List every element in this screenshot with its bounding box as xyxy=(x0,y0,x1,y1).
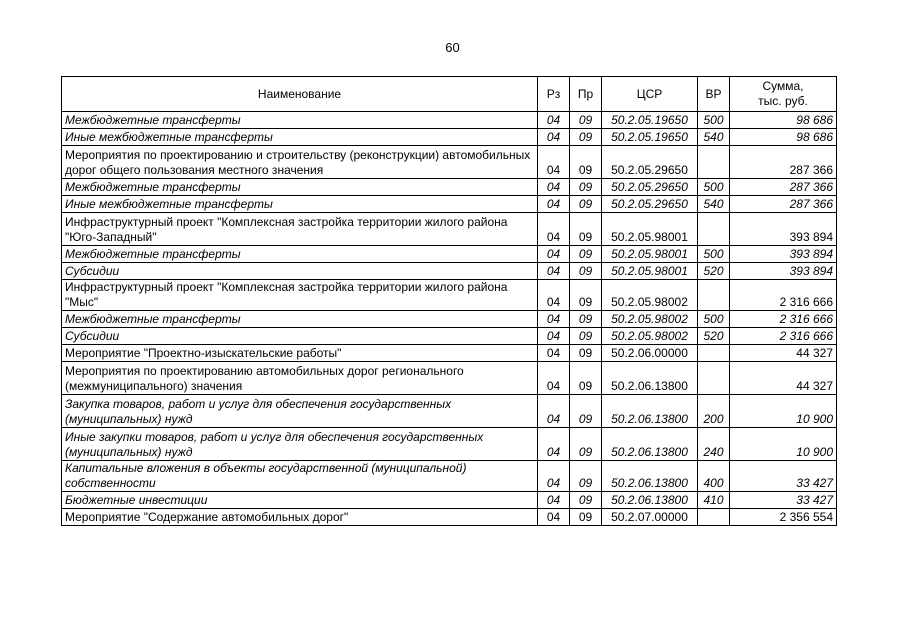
cell-name: Субсидии xyxy=(62,263,538,280)
cell-sum: 10 900 xyxy=(730,395,837,428)
cell-name: Иные закупки товаров, работ и услуг для обеспечения государственных (муниципальных) нужд xyxy=(62,428,538,461)
cell-sum: 33 427 xyxy=(730,461,837,492)
cell-pr: 09 xyxy=(570,428,602,461)
table-row xyxy=(62,179,837,196)
cell-vr: 500 xyxy=(698,311,730,328)
table-row xyxy=(62,328,837,345)
cell-name: Мероприятие "Проектно-изыскательские работы" xyxy=(62,345,538,362)
cell-sum: 33 427 xyxy=(730,492,837,509)
cell-pr: 09 xyxy=(570,129,602,146)
cell-vr xyxy=(698,280,730,311)
cell-name: Мероприятия по проектированию и строительству (реконструкции) автомобильных дорог общего пользования местного значения xyxy=(62,146,538,179)
table-header-row xyxy=(62,77,837,112)
table-row xyxy=(62,213,837,246)
cell-csr: 50.2.05.98001 xyxy=(602,246,698,263)
cell-pr: 09 xyxy=(570,461,602,492)
cell-csr: 50.2.05.98002 xyxy=(602,328,698,345)
cell-pr: 09 xyxy=(570,179,602,196)
cell-csr: 50.2.05.29650 xyxy=(602,179,698,196)
cell-rz: 04 xyxy=(538,492,570,509)
cell-sum: 2 356 554 xyxy=(730,509,837,526)
cell-pr: 09 xyxy=(570,328,602,345)
table-row xyxy=(62,345,837,362)
cell-rz: 04 xyxy=(538,311,570,328)
cell-csr: 50.2.05.29650 xyxy=(602,196,698,213)
cell-sum: 393 894 xyxy=(730,246,837,263)
cell-csr: 50.2.05.19650 xyxy=(602,129,698,146)
cell-csr: 50.2.05.29650 xyxy=(602,146,698,179)
cell-sum: 2 316 666 xyxy=(730,280,837,311)
cell-name: Инфраструктурный проект "Комплексная застройка территории жилого района "Мыс" xyxy=(62,280,538,311)
cell-rz: 04 xyxy=(538,129,570,146)
cell-vr: 540 xyxy=(698,196,730,213)
cell-name: Бюджетные инвестиции xyxy=(62,492,538,509)
cell-name: Межбюджетные трансферты xyxy=(62,179,538,196)
cell-vr: 520 xyxy=(698,263,730,280)
cell-csr: 50.2.06.13800 xyxy=(602,461,698,492)
cell-name: Межбюджетные трансферты xyxy=(62,311,538,328)
cell-sum: 10 900 xyxy=(730,428,837,461)
header-sum xyxy=(730,77,837,112)
table-row xyxy=(62,362,837,395)
cell-pr: 09 xyxy=(570,280,602,311)
cell-vr xyxy=(698,362,730,395)
budget-table xyxy=(61,76,837,526)
cell-vr xyxy=(698,345,730,362)
table-row xyxy=(62,395,837,428)
cell-name: Мероприятия по проектированию автомобильных дорог регионального (межмуниципального) значения xyxy=(62,362,538,395)
header-sum-line2: тыс. руб. xyxy=(758,94,808,108)
cell-rz: 04 xyxy=(538,328,570,345)
cell-csr: 50.2.05.98002 xyxy=(602,280,698,311)
cell-vr: 410 xyxy=(698,492,730,509)
cell-sum: 98 686 xyxy=(730,129,837,146)
cell-rz: 04 xyxy=(538,146,570,179)
cell-sum: 44 327 xyxy=(730,362,837,395)
cell-sum: 287 366 xyxy=(730,179,837,196)
header-name: Наименование xyxy=(62,77,538,112)
table-row xyxy=(62,492,837,509)
table-row xyxy=(62,428,837,461)
cell-rz: 04 xyxy=(538,213,570,246)
cell-sum: 2 316 666 xyxy=(730,328,837,345)
cell-csr: 50.2.06.13800 xyxy=(602,362,698,395)
cell-pr: 09 xyxy=(570,345,602,362)
cell-vr xyxy=(698,213,730,246)
cell-pr: 09 xyxy=(570,213,602,246)
cell-rz: 04 xyxy=(538,263,570,280)
table-row xyxy=(62,196,837,213)
table-row xyxy=(62,146,837,179)
cell-rz: 04 xyxy=(538,461,570,492)
cell-vr: 500 xyxy=(698,246,730,263)
table-row xyxy=(62,509,837,526)
cell-rz: 04 xyxy=(538,345,570,362)
cell-pr: 09 xyxy=(570,112,602,129)
cell-vr: 500 xyxy=(698,179,730,196)
cell-sum: 393 894 xyxy=(730,263,837,280)
cell-name: Иные межбюджетные трансферты xyxy=(62,196,538,213)
page-number: 60 xyxy=(445,40,460,55)
cell-csr: 50.2.06.13800 xyxy=(602,492,698,509)
cell-vr xyxy=(698,146,730,179)
cell-pr: 09 xyxy=(570,196,602,213)
cell-pr: 09 xyxy=(570,263,602,280)
cell-rz: 04 xyxy=(538,509,570,526)
cell-rz: 04 xyxy=(538,395,570,428)
cell-rz: 04 xyxy=(538,280,570,311)
header-vr: ВР xyxy=(698,77,730,112)
cell-sum: 2 316 666 xyxy=(730,311,837,328)
cell-pr: 09 xyxy=(570,362,602,395)
cell-rz: 04 xyxy=(538,179,570,196)
cell-csr: 50.2.05.98002 xyxy=(602,311,698,328)
cell-name: Закупка товаров, работ и услуг для обеспечения государственных (муниципальных) нужд xyxy=(62,395,538,428)
cell-rz: 04 xyxy=(538,112,570,129)
table-row xyxy=(62,263,837,280)
cell-vr: 400 xyxy=(698,461,730,492)
cell-rz: 04 xyxy=(538,196,570,213)
cell-vr: 200 xyxy=(698,395,730,428)
table-row xyxy=(62,461,837,492)
cell-csr: 50.2.07.00000 xyxy=(602,509,698,526)
cell-vr: 520 xyxy=(698,328,730,345)
cell-csr: 50.2.05.98001 xyxy=(602,263,698,280)
cell-pr: 09 xyxy=(570,509,602,526)
cell-sum: 287 366 xyxy=(730,196,837,213)
cell-vr: 540 xyxy=(698,129,730,146)
cell-name: Межбюджетные трансферты xyxy=(62,246,538,263)
cell-name: Инфраструктурный проект "Комплексная застройка территории жилого района "Юго-Западный" xyxy=(62,213,538,246)
header-csr: ЦСР xyxy=(602,77,698,112)
cell-name: Иные межбюджетные трансферты xyxy=(62,129,538,146)
cell-pr: 09 xyxy=(570,311,602,328)
cell-sum: 393 894 xyxy=(730,213,837,246)
cell-sum: 98 686 xyxy=(730,112,837,129)
cell-vr xyxy=(698,509,730,526)
table-row xyxy=(62,112,837,129)
cell-sum: 44 327 xyxy=(730,345,837,362)
cell-vr: 500 xyxy=(698,112,730,129)
cell-pr: 09 xyxy=(570,395,602,428)
cell-csr: 50.2.05.19650 xyxy=(602,112,698,129)
cell-pr: 09 xyxy=(570,146,602,179)
cell-name: Мероприятие "Содержание автомобильных дорог" xyxy=(62,509,538,526)
table-row xyxy=(62,129,837,146)
header-sum-line1: Сумма, xyxy=(762,79,804,93)
header-rz: Рз xyxy=(538,77,570,112)
cell-sum: 287 366 xyxy=(730,146,837,179)
table-row xyxy=(62,311,837,328)
cell-name: Межбюджетные трансферты xyxy=(62,112,538,129)
cell-name: Капитальные вложения в объекты государственной (муниципальной) собственности xyxy=(62,461,538,492)
cell-vr: 240 xyxy=(698,428,730,461)
table-row xyxy=(62,280,837,311)
cell-pr: 09 xyxy=(570,246,602,263)
cell-rz: 04 xyxy=(538,246,570,263)
cell-csr: 50.2.06.13800 xyxy=(602,395,698,428)
cell-name: Субсидии xyxy=(62,328,538,345)
cell-csr: 50.2.05.98001 xyxy=(602,213,698,246)
header-pr: Пр xyxy=(570,77,602,112)
table-row xyxy=(62,246,837,263)
cell-csr: 50.2.06.00000 xyxy=(602,345,698,362)
cell-csr: 50.2.06.13800 xyxy=(602,428,698,461)
cell-rz: 04 xyxy=(538,428,570,461)
cell-rz: 04 xyxy=(538,362,570,395)
cell-pr: 09 xyxy=(570,492,602,509)
